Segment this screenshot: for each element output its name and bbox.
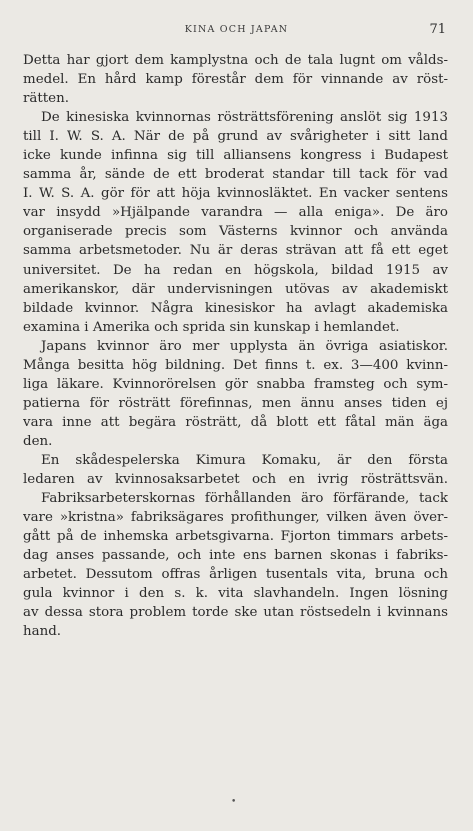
text-line: av dessa stora problem torde ske utan röstsedeln i kvinnans	[23, 605, 448, 621]
text-line: Fabriksarbeterskornas förhållanden äro förfärande, tack	[41, 491, 448, 507]
text-line: universitet. De ha redan en högskola, bildad 1915 av	[23, 262, 448, 278]
text-line: vare »kristna» fabriksägares profithunger, vilken även över-	[23, 510, 448, 526]
page-header	[0, 22, 473, 38]
body-text	[23, 51, 448, 641]
running-head: KINA OCH JAPAN	[184, 24, 289, 35]
text-line: liga läkare. Kvinnorörelsen gör snabba framsteg och sym-	[23, 376, 448, 392]
text-line: patierna för rösträtt förefinnas, men ännu anses tiden ej	[23, 395, 448, 411]
text-line: var insydd »Hjälpande varandra — alla eniga». De äro	[23, 205, 448, 221]
footer-ornament: •	[231, 797, 237, 807]
page-number: 71	[429, 22, 446, 37]
text-line: dag anses passande, och inte ens barnen skonas i fabriks-	[23, 548, 448, 564]
text-line: Japans kvinnor äro mer upplysta än övriga asiatiskor.	[41, 338, 448, 354]
text-line: rätten.	[23, 91, 69, 107]
text-line: I. W. S. A. gör för att höja kvinnosläktet. En vacker sentens	[23, 186, 448, 202]
text-line: icke kunde infinna sig till alliansens kongress i Budapest	[23, 148, 448, 164]
text-line: Många besitta hög bildning. Det finns t. ex. 3—400 kvinn-	[23, 357, 448, 373]
text-line: organiserade precis som Västerns kvinnor och använda	[23, 224, 448, 240]
text-line: den.	[23, 433, 53, 449]
text-line: En skådespelerska Kimura Komaku, är den första	[41, 452, 448, 468]
text-line: vara inne att begära rösträtt, då blott ett fåtal män äga	[23, 414, 448, 430]
text-line: hand.	[23, 624, 62, 640]
text-line: gula kvinnor i den s. k. vita slavhandeln. Ingen lösning	[23, 586, 448, 602]
text-line: De kinesiska kvinnornas rösträttsförening anslöt sig 1913	[41, 110, 448, 126]
text-line: ledaren av kvinnosaksarbetet och en ivrig rösträttsvän.	[23, 472, 448, 488]
text-line: bildade kvinnor. Några kinesiskor ha avlagt akademiska	[23, 300, 448, 316]
text-line: Detta har gjort dem kamplystna och de tala lugnt om vålds-	[23, 53, 448, 68]
text-line: arbetet. Dessutom offras årligen tusentals vita, bruna och	[23, 567, 448, 583]
text-line: gått på de inhemska arbetsgivarna. Fjorton timmars arbets-	[23, 529, 448, 545]
text-line: till I. W. S. A. När de på grund av svårigheter i sitt land	[23, 129, 448, 145]
text-line: examina i Amerika och sprida sin kunskap i hemlandet.	[23, 319, 400, 335]
text-line: amerikanskor, där undervisningen utövas av akademiskt	[23, 281, 448, 297]
text-line: samma år, sände de ett broderat standar till tack för vad	[23, 167, 448, 183]
text-line: medel. En hård kamp förestår dem för vinnande av röst-	[23, 72, 448, 88]
text-line: samma arbetsmetoder. Nu är deras strävan att få ett eget	[23, 243, 448, 259]
